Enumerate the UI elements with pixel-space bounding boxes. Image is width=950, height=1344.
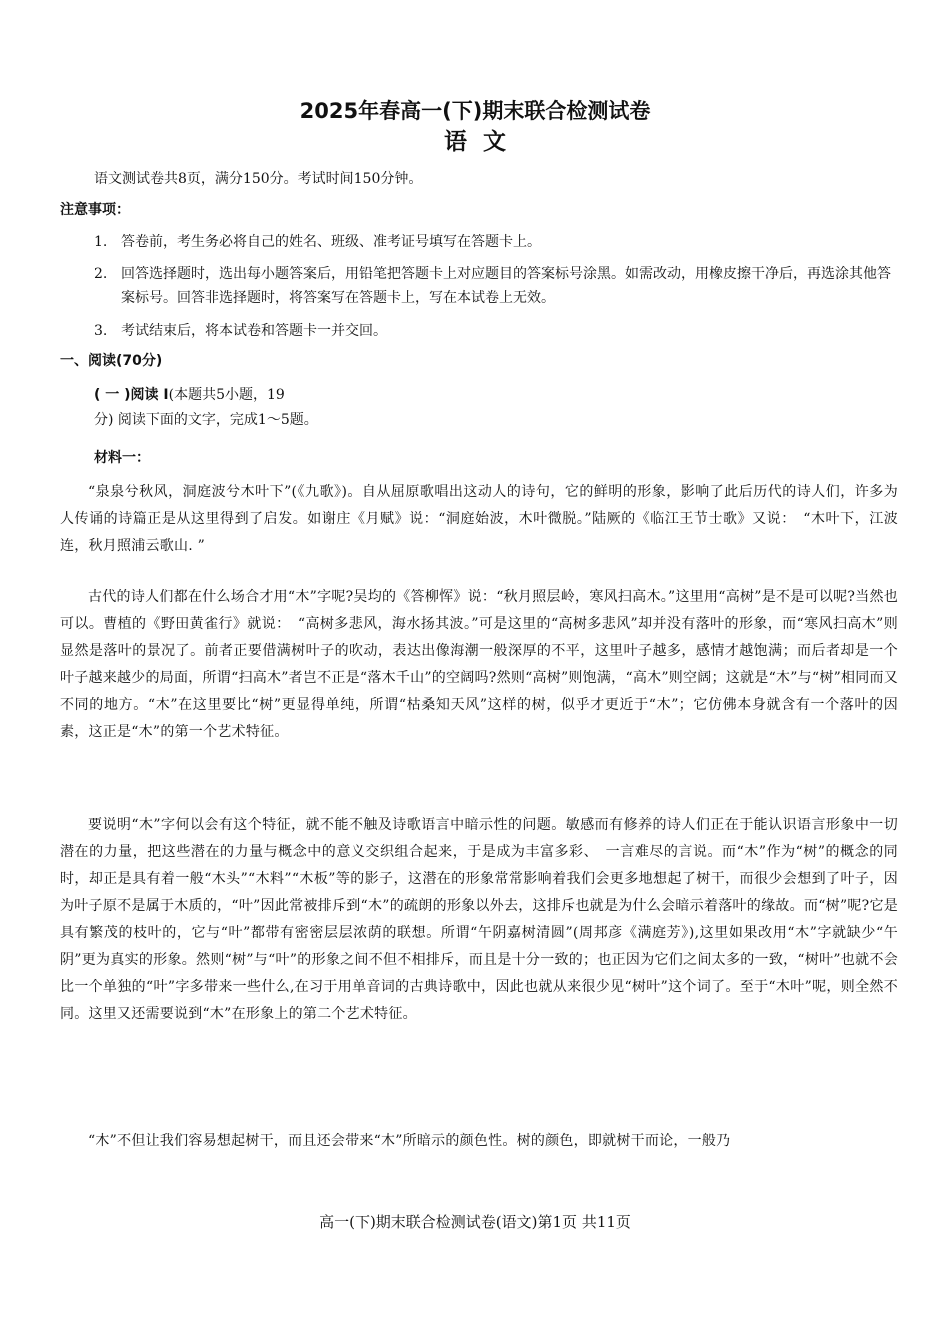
notice-item-text: 考试结束后，将本试卷和答题卡一并交回。	[121, 323, 387, 339]
notice-item-number: 2.	[94, 266, 108, 282]
reading-paragraph: “泉泉兮秋风，洞庭波兮木叶下”(《九歌》)。自从屈原歌唱出这动人的诗句，它的鲜明的形象，影响了此后历代的诗人们，许多为人传诵的诗篇正是从这里得到了启发。如谢庄《月赋》说：“洞庭始波，木叶微脱。”陆厥的《临江王节士歌》又说： “木叶下，江波连，秋月照浦云歌山. ”	[60, 484, 898, 554]
notice-item-number: 1.	[94, 234, 108, 250]
reading-paragraph: 古代的诗人们都在什么场合才用“木”字呢?吴均的《答柳恽》说：“秋月照层岭，寒风扫高木。”这里用“高树”是不是可以呢?当然也可以。曹植的《野田黄雀行》就说： “高树多悲风，海水扬其波。”可是这里的“高树多悲风”却并没有落叶的形象，而“寒风扫高木”则显然是落叶的景况了。前者正要借满树叶子的吹动，表达出像海潮一般深厚的不平，这里叶子越多，感情才越饱满；而后者却是一个叶子越来越少的局面，所谓“扫高木”者岂不正是“落木千山”的空阔吗?然则“高树”则饱满，“高木”则空阔；这就是“木”与“树”相同而又不同的地方。“木”在这里要比“树”更显得单纯，所谓“枯桑知天风”这样的树，似乎才更近于“木”；它仿佛本身就含有一个落叶的因素，这正是“木”的第一个艺术特征。	[60, 589, 898, 740]
exam-title: 2025年春高一(下)期末联合检测试卷	[299, 99, 651, 123]
subsection-heading	[94, 385, 285, 405]
page-footer: 高一(下)期末联合检测试卷(语文)第1页 共11页	[319, 1213, 631, 1231]
subsection-instruction: 分) 阅读下面的文字，完成1～5题。	[94, 412, 318, 428]
notice-item-text: 回答选择题时，选出每小题答案后，用铅笔把答题卡上对应题目的答案标号涂黑。如需改动，用橡皮擦干净后，再选涂其他答案标号。回答非选择题时，将答案写在答题卡上，写在本试卷上无效。	[121, 266, 891, 306]
reading-paragraph: 要说明“木”字何以会有这个特征，就不能不触及诗歌语言中暗示性的问题。敏感而有修养的诗人们正在于能认识语言形象中一切潜在的力量，把这些潜在的力量与概念中的意义交织组合起来，于是成为丰富多彩、 一言难尽的言说。而“木”作为“树”的概念的同时，却正是具有着一般“木头”“木料”“木板”等的影子，这潜在的形象常常影响着我们会更多地想起了树干，而很少会想到了叶子，因为叶子原不是属于木质的，“叶”因此常被排斥到“木”的疏朗的形象以外去，这排斥也就是为什么会暗示着落叶的缘故。而“树”呢?它是具有繁茂的枝叶的，它与“叶”都带有密密层层浓荫的联想。所谓“午阴嘉树清圆”(周邦彦《满庭芳》),这里如果改用“木”字就缺少“午阴”更为真实的形象。然则“树”与“叶”的形象之间不但不相排斥，而且是十分一致的；也正因为它们之间太多的一致，“树叶”也就不会比一个单独的“叶”字多带来一些什么,在习于用单音词的古典诗歌中，因此也就从来很少见“树叶”这个词了。至于“木叶”呢，则全然不同。这里又还需要说到“木”在形象上的第二个艺术特征。	[60, 817, 898, 1022]
material-label: 材料一：	[94, 450, 150, 466]
subsection-label: ( 一 )阅读 I	[94, 387, 169, 403]
exam-intro: 语文测试卷共8页，满分150分。考试时间150分钟。	[94, 171, 423, 187]
notice-heading: 注意事项：	[60, 202, 130, 218]
reading-paragraph: “木”不但让我们容易想起树干，而且还会带来“木”所暗示的颜色性。树的颜色，即就树干而论，一般乃	[88, 1133, 731, 1149]
subsection-note: (本题共5小题，19	[168, 387, 285, 403]
section-heading: 一、阅读(70分)	[60, 353, 163, 369]
notice-item-number: 3.	[94, 323, 108, 339]
subject-title: 语文	[444, 129, 522, 155]
notice-item-text: 答卷前，考生务必将自己的姓名、班级、准考证号填写在答题卡上。	[121, 234, 541, 250]
